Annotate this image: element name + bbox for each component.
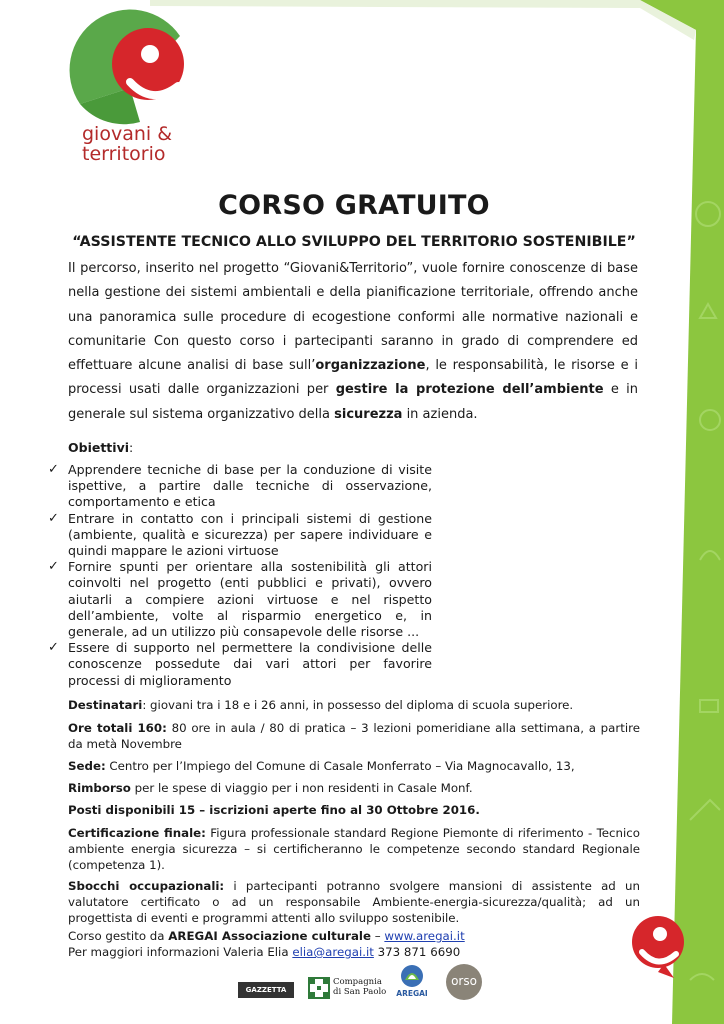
- compagnia-line2: di San Paolo: [333, 987, 387, 997]
- posti-text: Posti disponibili 15 – iscrizioni aperte fino al 30 Ottobre 2016.: [68, 803, 480, 817]
- sede-line: [68, 759, 640, 775]
- compagnia-line1: Compagnia: [333, 977, 382, 987]
- posti-line: [68, 803, 640, 819]
- intro-text-3: e in generale sul sistema organizzativo della: [68, 382, 638, 422]
- sbocchi-label: Sbocchi occupazionali:: [68, 879, 225, 893]
- list-item: [48, 462, 432, 511]
- cert-text: Figura professionale standard Regione Piemonte di riferimento - Tecnico ambiente energia sicurezza – si certificheranno le competenze secondo standard Regionale (competenza 1).: [68, 826, 640, 872]
- contact-line: [68, 944, 465, 960]
- intro-paragraph: [68, 257, 638, 427]
- checkmark-icon: ✓: [48, 462, 59, 477]
- objectives-heading: [68, 440, 133, 455]
- list-item: [48, 511, 432, 560]
- managed-dash: –: [370, 929, 385, 943]
- sede-text: Centro per l’Impiego del Comune di Casale Monferrato – Via Magnocavallo, 13,: [105, 759, 575, 773]
- cert-label: Certificazione finale:: [68, 826, 206, 840]
- managed-org: AREGAI Associazione culturale: [168, 929, 371, 943]
- logo-line2: territorio: [82, 143, 166, 165]
- compagnia-emblem-icon: [308, 977, 330, 999]
- orso-text: orso: [451, 974, 477, 988]
- objective-text: Entrare in contatto con i principali sistemi di gestione (ambiente, qualità e sicurezza) per sapere individuare e quindi mappare le azioni virtuose: [68, 510, 432, 559]
- checkmark-icon: ✓: [48, 559, 59, 575]
- contact-prefix: Per maggiori informazioni Valeria Elia: [68, 945, 293, 959]
- list-item: [48, 559, 432, 640]
- ore-text: 80 ore in aula / 80 di pratica – 3 lezioni pomeridiane alla settimana, a partire da metà Novembre: [68, 721, 641, 751]
- objectives-colon: :: [129, 440, 134, 455]
- intro-bold-3: sicurezza: [334, 406, 403, 422]
- certificazione-line: [68, 826, 640, 873]
- intro-text-1: Il percorso, inserito nel progetto “Giovani&Territorio”, vuole fornire conoscenze di base nella gestione dei sistemi ambientali e della pianificazione territoriale, offrendo anche una panoramica sulle procedure di ecogestione conformi alle normative nazionali e comunitarie Con questo corso i partecipanti saranno in grado di comprendere ed effettuare alcune analisi di base sull’: [68, 261, 638, 374]
- aregai-text: AREGAI: [396, 989, 428, 998]
- orso-logo: [446, 964, 482, 1000]
- intro-bold-1: organizzazione: [315, 358, 426, 374]
- aregai-emblem-icon: [400, 964, 424, 988]
- ore-line: [68, 721, 640, 753]
- destinatari-label: Destinatari: [68, 698, 143, 712]
- checkmark-icon: ✓: [48, 510, 59, 526]
- rimborso-label: Rimborso: [68, 781, 131, 795]
- managed-by-line: [68, 928, 465, 944]
- phone-number: 373 871 6690: [373, 945, 461, 959]
- objective-text: Fornire spunti per orientare alla sostenibilità gli attori coinvolti nel progetto (enti pubblici e privati), ovvero aiutarli a compiere azioni virtuose e nel rispetto dell’ambiente, volte al risparmio energetico e, in generale, ad un utilizzo più consapevole delle risorse ...: [68, 559, 432, 640]
- sbocchi-line: [68, 879, 640, 926]
- course-subtitle: “ASSISTENTE TECNICO ALLO SVILUPPO DEL TERRITORIO SOSTENIBILE”: [72, 234, 636, 250]
- sbocchi-text: i partecipanti potranno svolgere mansioni di assistente ad un valutatore certificato o ad un responsabile Ambiente-energia-sicurezza/qualità; ad un progettista di eventi e programmi attenti allo sviluppo sostenibile.: [68, 879, 640, 925]
- intro-text-2: , le responsabilità, le risorse e i processi usati dalle organizzazioni per: [68, 358, 638, 398]
- website-link[interactable]: www.aregai.it: [384, 929, 465, 943]
- intro-bold-2: gestire la protezione dell’ambiente: [335, 382, 604, 398]
- checkmark-icon: ✓: [48, 640, 59, 656]
- rimborso-line: [68, 781, 640, 797]
- email-link[interactable]: elia@aregai.it: [292, 945, 374, 959]
- giovani-badge-icon: [628, 912, 688, 982]
- gazzetta-text: GAZZETTA FIRST: [245, 986, 287, 1010]
- objectives-list: [48, 462, 432, 689]
- intro-text-4: in azienda.: [402, 406, 478, 422]
- ore-label: Ore totali 160:: [68, 721, 167, 735]
- list-item: [48, 640, 432, 689]
- rimborso-text: per le spese di viaggio per i non residenti in Casale Monf.: [130, 781, 473, 795]
- objective-text: Apprendere tecniche di base per la conduzione di visite ispettive, a partire dalle tecniche di osservazione, comportamento e etica: [68, 462, 432, 510]
- logo-wordmark: [82, 124, 172, 164]
- destinatari-text: : giovani tra i 18 e i 26 anni, in possesso del diploma di scuola superiore.: [142, 698, 574, 712]
- objective-text: Essere di supporto nel permettere la condivisione delle conoscenze possedute dai vari attori per favorire processi di miglioramento: [68, 640, 432, 688]
- gazzetta-logo: [238, 982, 294, 1010]
- page-title: CORSO GRATUITO: [218, 190, 490, 221]
- destinatari-line: [68, 698, 640, 714]
- contact-footer: [68, 928, 465, 960]
- managed-prefix: Corso gestito da: [68, 929, 169, 943]
- compagnia-text: [333, 977, 386, 997]
- logo-line1: giovani &: [82, 123, 173, 145]
- aregai-logo: [394, 964, 430, 1002]
- sede-label: Sede:: [68, 759, 106, 773]
- compagnia-san-paolo-logo: [308, 975, 387, 1003]
- objectives-label: Obiettivi: [68, 440, 130, 455]
